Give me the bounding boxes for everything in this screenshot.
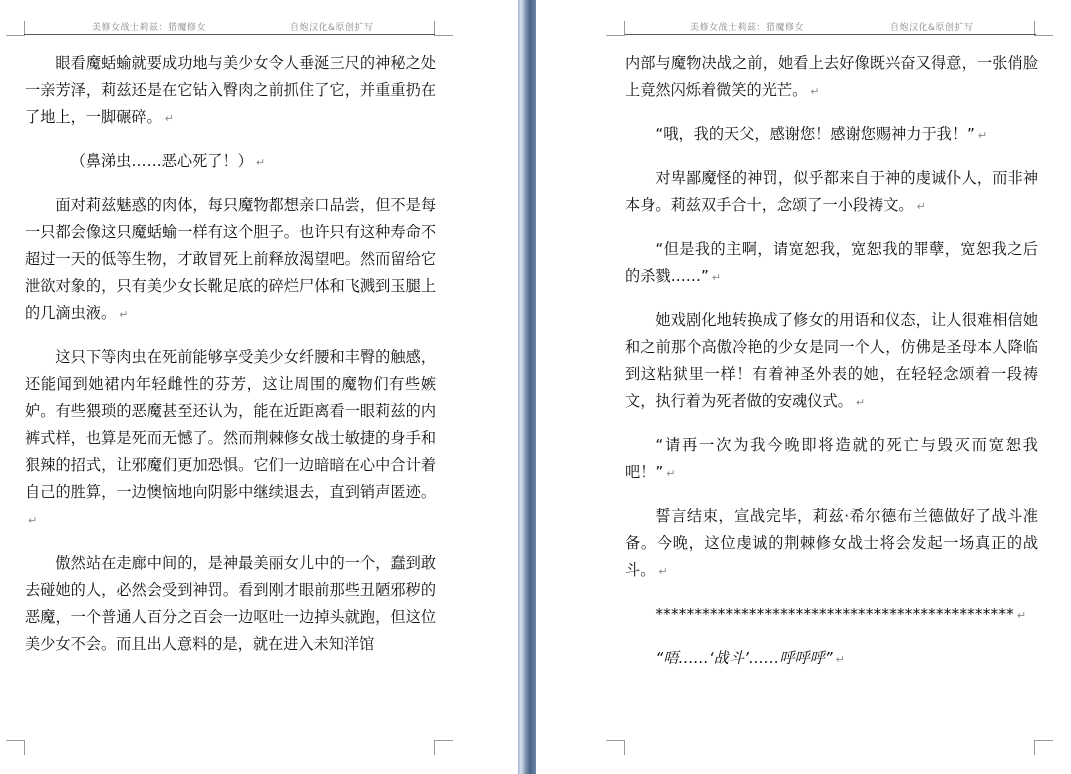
crop-mark-top-left [606,21,625,36]
paragraph: 她戏剧化地转换成了修女的用语和仪态，让人很难相信她和之前那个高傲冷艳的少女是同一个人，仿佛是圣母本人降临到这粘狱里一样！有着神圣外表的她，在轻轻念颂着一段祷文，执行着为死者做的安魂仪式。 ↵ [625,311,1038,410]
right-page [536,0,1071,774]
crop-mark-bottom-left [6,740,25,755]
paragraph-mark-icon: ↵ [977,129,988,142]
header-title: 美修女战士莉兹：猎魔修女 [92,23,207,33]
left-page-body [25,50,436,674]
paragraph-mark-icon: ↵ [1016,609,1027,622]
paragraph: 眼看魔蛞蝓就要成功地与美少女令人垂涎三尺的神秘之处一亲芳泽，莉兹还是在它钻入臀肉之前抓住了它，并重重扔在了地上，一脚碾碎。 ↵ [25,54,436,126]
paragraph: （鼻涕虫……恶心死了！） ↵ [70,152,266,170]
page-gutter [518,0,536,774]
paragraph: “但是我的主啊，请宽恕我，宽恕我的罪孽，宽恕我之后的杀戮……” ↵ [625,240,1038,285]
paragraph: “请再一次为我今晚即将造就的死亡与毁灭而宽恕我吧！” ↵ [625,436,1038,481]
header-rule [24,34,435,35]
paragraph: 对卑鄙魔怪的神罚，似乎都来自于神的虔诚仆人，而非神本身。莉兹双手合十，念颂了一小段祷文。 ↵ [625,169,1038,214]
paragraph: 内部与魔物决战之前，她看上去好像既兴奋又得意，一张俏脸上竟然闪烁着微笑的光芒。 ↵ [625,54,1038,99]
italic-dialogue: “唔……‘战斗’……呼呼呼” ↵ [655,649,845,667]
crop-mark-top-right [434,21,453,36]
running-header [92,20,422,34]
paragraph: 这只下等肉虫在死前能够享受美少女纤腰和丰臀的触感，还能闻到她裙内年轻雌性的芬芳，这让周围的魔物们有些嫉妒。有些猥琐的恶魔甚至还认为，能在近距离看一眼莉兹的内裤式样，也算是死而无憾了。然而荆棘修女战士敏捷的身手和狠辣的招式，让邪魔们更加恐惧。它们一边暗暗在心中合计着自己的胜算，一边懊恼地向阴影中继续退去，直到销声匿迹。↵ [25,348,436,527]
paragraph-mark-icon: ↵ [658,565,668,578]
paragraph-mark-icon: ↵ [855,396,866,409]
left-page [0,0,518,774]
paragraph-mark-icon: ↵ [666,467,676,480]
paragraph: “哦，我的天父，感谢您！感谢您赐神力于我！” ↵ [655,125,988,143]
paragraph: 誓言结束，宣战完毕，莉兹·希尔德布兰德做好了战斗准备。今晚，这位虔诚的荆棘修女战士将会发起一场真正的战斗。 ↵ [625,507,1038,579]
paragraph-mark-icon: ↵ [255,156,266,169]
crop-mark-top-left [6,21,25,36]
paragraph-mark-icon: ↵ [835,653,845,666]
paragraph-mark-icon: ↵ [810,85,820,98]
crop-mark-bottom-right [1034,740,1053,755]
paragraph: 傲然站在走廊中间的，是神最美丽女儿中的一个，蠢到敢去碰她的人，必然会受到神罚。看到刚才眼前那些丑陋邪秽的恶魔，一个普通人百分之百会一边呕吐一边掉头就跑，但这位美少女不会。而且出人意料的是，就在进入未知洋馆 [25,554,436,653]
paragraph-mark-icon: ↵ [28,514,38,527]
crop-mark-bottom-left [606,740,625,755]
running-header [690,20,1020,34]
header-series: 自炮汉化&原创扩写 [290,23,374,33]
crop-mark-top-right [1034,21,1053,36]
paragraph: 面对莉兹魅惑的肉体，每只魔物都想亲口品尝，但不是每一只都会像这只魔蛞蝓一样有这个胆子。也许只有这种寿命不超过一天的低等生物，才敢冒死上前释放渴望吧。然而留给它泄欲对象的，只有美少女长靴足底的碎烂尸体和飞溅到玉腿上的几滴虫液。 ↵ [25,196,436,322]
header-title: 美修女战士莉兹：猎魔修女 [690,23,805,33]
paragraph-mark-icon: ↵ [119,308,129,321]
paragraph-mark-icon: ↵ [916,200,926,213]
header-series: 自炮汉化&原创扩写 [890,23,974,33]
paragraph-mark-icon: ↵ [711,271,722,284]
header-rule [625,34,1036,35]
right-page-body [625,50,1038,673]
scene-separator: ********************************************** ↵ [655,605,1027,623]
crop-mark-bottom-right [434,740,453,755]
paragraph-mark-icon: ↵ [164,112,174,125]
